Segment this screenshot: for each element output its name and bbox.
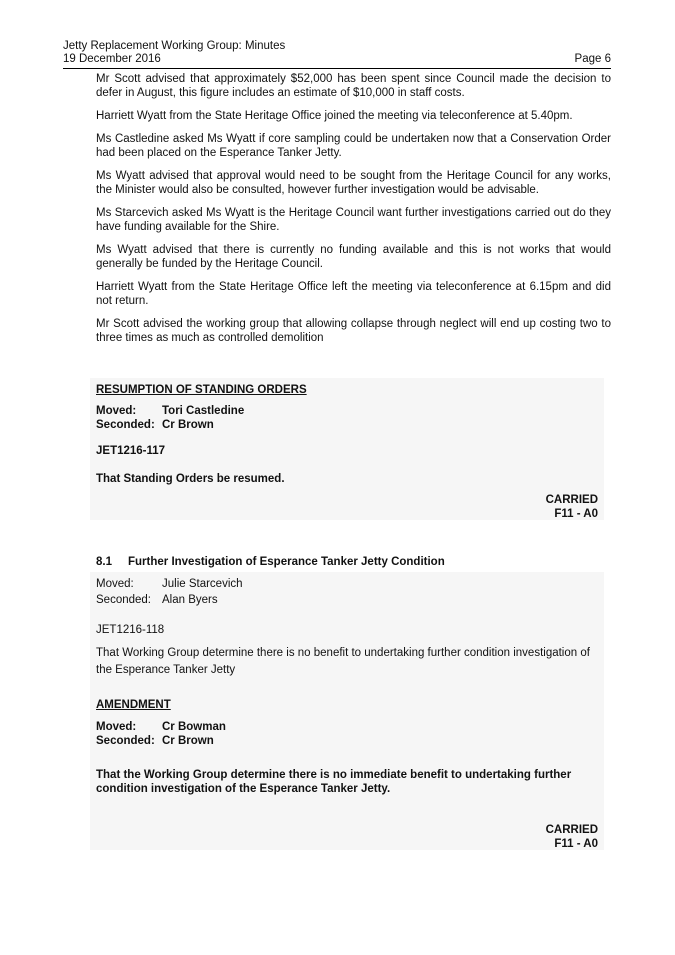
meeting-date: 19 December 2016 — [63, 53, 161, 65]
amendment-title: AMENDMENT — [96, 699, 171, 711]
motion-result — [546, 493, 598, 521]
paragraph: Ms Wyatt advised that approval would need to be sought from the Heritage Council for any works, the Minister would also be consulted, however further investigation would be advisable. — [96, 170, 611, 196]
paragraph: Harriett Wyatt from the State Heritage Office joined the meeting via teleconference at 5.40pm. — [96, 110, 573, 122]
amendment-result — [546, 823, 598, 851]
document-title: Jetty Replacement Working Group: Minutes — [63, 40, 286, 52]
item-movers — [96, 576, 243, 608]
item-title: Further Investigation of Esperance Tanker Jetty Condition — [128, 556, 445, 568]
seconded-by: Cr Brown — [162, 419, 214, 431]
page-header — [63, 40, 611, 66]
seconded-label: Seconded: — [96, 419, 155, 431]
resolution-ref: JET1216-118 — [96, 624, 165, 636]
amendment-motion-text: That the Working Group determine there is no immediate benefit to undertaking further condition investigation of the Esperance Tanker Jetty. — [96, 769, 572, 795]
item-motion-box — [90, 572, 604, 850]
motion-text: That Standing Orders be resumed. — [96, 473, 285, 485]
vote-count: F11 - A0 — [554, 508, 598, 520]
moved-by: Tori Castledine — [162, 405, 245, 417]
vote-count: F11 - A0 — [554, 838, 598, 850]
resumption-movers — [96, 404, 244, 432]
seconded-by: Alan Byers — [162, 594, 218, 606]
paragraph: Ms Castledine asked Ms Wyatt if core sampling could be undertaken now that a Conservation Order had been placed on the Esperance Tanker Jetty. — [96, 133, 611, 159]
agenda-item-heading — [96, 556, 445, 568]
paragraph: Harriett Wyatt from the State Heritage Office left the meeting via teleconference at 6.15pm and did not return. — [96, 281, 611, 307]
paragraph: Ms Wyatt advised that there is currently no funding available and this is not works that would generally be funded by the Heritage Council. — [96, 244, 611, 270]
seconded-by: Cr Brown — [162, 735, 214, 747]
resumption-motion-box — [90, 378, 604, 520]
moved-by: Julie Starcevich — [162, 578, 243, 590]
carried-label: CARRIED — [545, 494, 598, 506]
moved-by: Cr Bowman — [162, 721, 226, 733]
seconded-label: Seconded: — [96, 594, 151, 606]
moved-label: Moved: — [96, 405, 137, 417]
resumption-title: RESUMPTION OF STANDING ORDERS — [96, 384, 307, 396]
moved-label: Moved: — [96, 578, 134, 590]
item-number: 8.1 — [96, 556, 112, 568]
minutes-body — [96, 72, 611, 354]
carried-label: CARRIED — [545, 824, 598, 836]
moved-label: Moved: — [96, 721, 137, 733]
motion-text: That Working Group determine there is no benefit to undertaking further condition investigation of the Esperance Tanker Jetty — [96, 647, 590, 676]
page-number: Page 6 — [574, 53, 611, 65]
seconded-label: Seconded: — [96, 735, 155, 747]
paragraph: Mr Scott advised the working group that allowing collapse through neglect will end up costing two to three times as much as controlled demolition — [96, 318, 611, 344]
paragraph: Mr Scott advised that approximately $52,000 has been spent since Council made the decision to defer in August, this figure includes an estimate of $10,000 in staff costs. — [96, 73, 611, 99]
resolution-ref: JET1216-117 — [96, 445, 166, 457]
header-divider — [63, 68, 611, 69]
paragraph: Ms Starcevich asked Ms Wyatt is the Heritage Council want further investigations carried out do they have funding available for the Shire. — [96, 207, 611, 233]
amendment-movers — [96, 720, 226, 748]
